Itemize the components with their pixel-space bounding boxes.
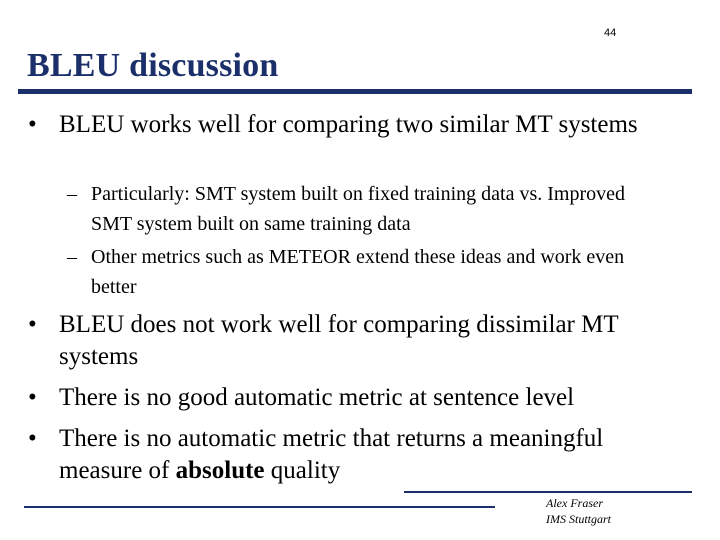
bullet-text: BLEU does not work well for comparing dissimilar MT systems <box>59 311 619 370</box>
sub-bullet-marker: – <box>67 183 77 205</box>
sub-bullet-text: Particularly: SMT system built on fixed training data vs. Improved SMT system built on same training data <box>91 183 625 235</box>
bullet-text: There is no good automatic metric at sentence level <box>59 384 575 411</box>
footer-author: Alex Fraser <box>546 496 603 510</box>
sub-bullet-text: Other metrics such as METEOR extend these ideas and work even better <box>91 246 625 298</box>
sub-bullet-item <box>67 242 647 302</box>
bullet-item <box>28 423 668 487</box>
footer-affiliation: IMS Stuttgart <box>546 512 611 526</box>
bullet-text <box>59 423 668 487</box>
bullet-marker: • <box>28 425 37 452</box>
bullet-text-end: quality <box>264 457 341 484</box>
bullet-marker: • <box>28 111 37 138</box>
bullet-text-start: There is no automatic metric that returns a meaningful measure of <box>59 425 604 484</box>
page-number: 44 <box>604 27 617 39</box>
bullet-marker: • <box>28 311 37 338</box>
bullet-text: BLEU works well for comparing two similar MT systems <box>59 111 638 138</box>
slide-title: BLEU discussion <box>27 47 279 84</box>
title-rule <box>18 89 692 94</box>
bullet-text-bold: absolute <box>175 457 265 484</box>
bullet-item <box>28 382 668 414</box>
footer-rule-left <box>24 506 495 508</box>
bullet-item <box>28 109 668 141</box>
footer-credit <box>546 495 611 527</box>
bullet-item <box>28 309 668 373</box>
sub-bullet-item <box>67 179 647 239</box>
footer-rule-right <box>404 491 692 493</box>
sub-bullet-marker: – <box>67 246 77 268</box>
bullet-marker: • <box>28 384 37 411</box>
